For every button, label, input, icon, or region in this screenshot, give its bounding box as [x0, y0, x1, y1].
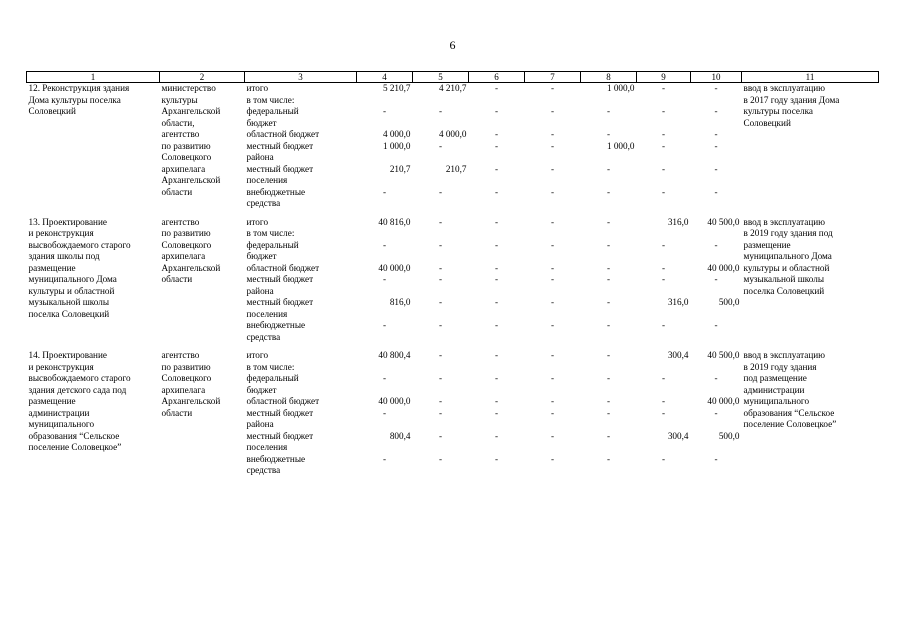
funding-value: -	[714, 140, 718, 151]
funding-value: -	[714, 453, 718, 464]
funding-value: 816,0	[389, 297, 411, 307]
funding-value: -	[550, 216, 555, 227]
funding-source: областной бюджет	[246, 262, 320, 273]
funding-value: -	[438, 186, 443, 197]
funding-value: 210,7	[445, 163, 467, 174]
funding-value: -	[606, 320, 611, 330]
page-number: 6	[449, 38, 456, 52]
column-number: 4	[357, 72, 413, 83]
funding-value: -	[606, 239, 611, 250]
funding-value: -	[550, 129, 555, 139]
funding-value: -	[714, 129, 718, 139]
funding-value: 500,0	[718, 430, 740, 441]
funding-source: в том числе:	[246, 361, 295, 372]
funding-value: -	[438, 373, 443, 383]
funding-value: -	[550, 274, 555, 284]
funding-value: -	[714, 106, 718, 116]
spacer-cell	[27, 210, 879, 217]
column-number: 7	[525, 72, 581, 83]
funding-source: областной бюджет	[246, 396, 320, 406]
funding-value: -	[550, 83, 555, 93]
funding-value: 5 210,7	[382, 83, 411, 93]
spacer-row	[27, 343, 879, 350]
funding-value: -	[382, 407, 387, 418]
funding-source: внебюджетные средства	[246, 320, 306, 342]
funding-value	[691, 228, 742, 240]
funding-value: -	[606, 430, 611, 441]
column-number: 11	[742, 72, 879, 83]
funding-source: в том числе:	[246, 94, 295, 105]
funding-value: 300,4	[667, 430, 689, 441]
funding-value: -	[494, 453, 499, 464]
funding-value: -	[494, 373, 499, 383]
funding-source: местный бюджет района	[246, 274, 314, 296]
funding-value: -	[382, 453, 387, 464]
funding-value: -	[494, 297, 499, 307]
funding-source: областной бюджет	[246, 129, 320, 139]
funding-value: -	[714, 186, 718, 197]
funding-value: -	[494, 430, 499, 441]
funding-value: -	[714, 274, 718, 284]
funding-value	[581, 228, 637, 240]
funding-value: -	[438, 274, 443, 284]
funding-value: -	[382, 274, 387, 284]
funding-value: 40 500,0	[707, 216, 740, 227]
funding-source: итого	[246, 83, 269, 93]
funding-value: -	[661, 262, 666, 273]
funding-value: -	[550, 140, 555, 151]
project-description: 14. Проектирование и реконструкция высвобождаемого старого здания детского сада под размещение администрации муниципального образования “Сельское поселение Соловецкое”	[28, 350, 131, 452]
funding-value	[691, 95, 742, 107]
project-result: ввод в эксплуатацию в 2019 году здания под размещение муниципального Дома культуры и областной музыкальной школы поселка Соловецкий	[743, 216, 833, 296]
funding-value	[469, 95, 525, 107]
funding-value	[637, 228, 691, 240]
funding-value: -	[661, 320, 666, 330]
funding-value: -	[382, 373, 387, 383]
funding-value	[525, 228, 581, 240]
funding-value: -	[550, 407, 555, 418]
funding-value: 40 816,0	[378, 216, 411, 227]
table-body	[27, 83, 879, 477]
funding-value	[357, 362, 413, 374]
funding-value: 1 000,0	[606, 140, 635, 151]
funding-value: -	[494, 216, 499, 227]
funding-value	[357, 95, 413, 107]
funding-value: -	[661, 106, 666, 116]
funding-value: -	[382, 239, 387, 250]
funding-value: -	[714, 83, 718, 93]
funding-value: -	[494, 350, 499, 360]
project-result: ввод в эксплуатацию в 2017 году здания Дома культуры поселка Соловецкий	[743, 83, 840, 128]
funding-value: -	[606, 262, 611, 273]
funding-value: 40 000,0	[378, 396, 411, 406]
funding-source: местный бюджет района	[246, 140, 314, 162]
funding-value: 4 000,0	[382, 129, 411, 139]
project-result: ввод в эксплуатацию в 2019 году здания под размещение администрации муниципального образования “Сельское поселение Соловецкое”	[743, 350, 837, 429]
funding-value: -	[550, 350, 555, 360]
funding-value: -	[661, 239, 666, 250]
funding-value: -	[494, 186, 499, 197]
funding-value: -	[494, 262, 499, 273]
funding-value: -	[550, 163, 555, 174]
funding-source: местный бюджет поселения	[246, 430, 314, 452]
funding-value	[413, 95, 469, 107]
funding-value: -	[606, 297, 611, 307]
funding-value: -	[550, 297, 555, 307]
table-row	[27, 83, 879, 95]
funding-value: -	[661, 83, 666, 93]
funding-value: -	[714, 163, 718, 174]
funding-source: местный бюджет района	[246, 407, 314, 429]
spacer-row	[27, 210, 879, 217]
funding-value: -	[661, 140, 666, 151]
funding-value: -	[438, 106, 443, 116]
funding-value: -	[550, 373, 555, 383]
funding-value: -	[438, 262, 443, 273]
funding-value: 40 500,0	[707, 350, 740, 360]
funding-value: -	[382, 106, 387, 116]
funding-value: -	[438, 453, 443, 464]
funding-value: -	[606, 453, 611, 464]
column-number: 5	[413, 72, 469, 83]
column-number-row	[27, 72, 879, 83]
funding-source: местный бюджет поселения	[246, 297, 314, 319]
funding-value	[637, 95, 691, 107]
funding-value: -	[606, 216, 611, 227]
funding-value: -	[438, 320, 443, 330]
funding-value: -	[661, 186, 666, 197]
funding-value: -	[606, 129, 611, 139]
project-executor: министерство культуры Архангельской области, агентство по развитию Соловецкого архипелага Архангельской области	[161, 83, 221, 197]
funding-value: -	[714, 320, 718, 330]
funding-value: -	[438, 396, 443, 406]
funding-value: -	[550, 186, 555, 197]
funding-value: -	[714, 239, 718, 250]
funding-value: -	[494, 106, 499, 116]
funding-value: -	[494, 396, 499, 406]
funding-value: -	[494, 407, 499, 418]
column-number: 2	[160, 72, 245, 83]
program-table	[26, 71, 879, 477]
funding-value: -	[550, 453, 555, 464]
funding-value: -	[606, 350, 611, 360]
funding-source: федеральный бюджет	[246, 373, 299, 395]
funding-value: -	[550, 430, 555, 441]
funding-value: 316,0	[667, 216, 689, 227]
funding-value: -	[382, 186, 387, 197]
funding-value: -	[438, 216, 443, 227]
project-description: 12. Реконструкция здания Дома культуры поселка Соловецкий	[28, 83, 130, 116]
funding-value	[413, 362, 469, 374]
funding-value: -	[661, 407, 666, 418]
funding-value: -	[550, 106, 555, 116]
column-number: 1	[27, 72, 160, 83]
funding-value: -	[714, 373, 718, 383]
column-number: 9	[637, 72, 691, 83]
funding-value: 316,0	[667, 297, 689, 307]
funding-value: 40 800,4	[378, 350, 411, 360]
funding-source: федеральный бюджет	[246, 106, 299, 128]
funding-value: -	[438, 430, 443, 441]
funding-value: -	[661, 274, 666, 284]
funding-value: -	[494, 274, 499, 284]
funding-value: -	[550, 320, 555, 330]
funding-value: -	[606, 163, 611, 174]
funding-source: федеральный бюджет	[246, 239, 299, 261]
spacer-cell	[27, 343, 879, 350]
funding-value: -	[606, 186, 611, 197]
funding-value	[525, 95, 581, 107]
funding-value: 800,4	[389, 430, 411, 441]
funding-value: -	[661, 373, 666, 383]
project-executor: агентство по развитию Соловецкого архипелага Архангельской области	[161, 216, 221, 284]
funding-value: 40 000,0	[378, 262, 411, 273]
funding-value	[525, 362, 581, 374]
funding-value: -	[550, 239, 555, 250]
funding-value: -	[606, 274, 611, 284]
funding-value	[637, 362, 691, 374]
funding-value: -	[438, 350, 443, 360]
funding-value: -	[550, 396, 555, 406]
funding-source: местный бюджет поселения	[246, 163, 314, 185]
project-executor: агентство по развитию Соловецкого архипелага Архангельской области	[161, 350, 221, 418]
funding-value: -	[438, 239, 443, 250]
funding-value: 500,0	[718, 297, 740, 307]
funding-value	[469, 228, 525, 240]
funding-value: -	[438, 407, 443, 418]
funding-value: 1 000,0	[606, 83, 635, 93]
funding-value: 1 000,0	[382, 140, 411, 151]
funding-source: итого	[246, 350, 269, 360]
funding-value	[357, 228, 413, 240]
funding-value: -	[382, 320, 387, 330]
funding-value: -	[714, 407, 718, 418]
funding-value: -	[661, 163, 666, 174]
funding-value: 40 000,0	[707, 262, 740, 273]
funding-source: внебюджетные средства	[246, 186, 306, 208]
funding-value: -	[438, 140, 443, 151]
column-number: 6	[469, 72, 525, 83]
funding-value: -	[494, 129, 499, 139]
funding-value: -	[438, 297, 443, 307]
funding-value: -	[606, 373, 611, 383]
funding-value: 210,7	[389, 163, 411, 174]
funding-value: 40 000,0	[707, 396, 740, 406]
column-number: 8	[581, 72, 637, 83]
funding-value: 4 000,0	[438, 129, 467, 139]
table-row	[27, 350, 879, 362]
funding-value: -	[606, 396, 611, 406]
funding-value	[581, 95, 637, 107]
funding-value: -	[550, 262, 555, 273]
funding-source: в том числе:	[246, 228, 295, 238]
funding-value	[469, 362, 525, 374]
funding-source: итого	[246, 216, 269, 227]
funding-value: -	[661, 129, 666, 139]
funding-value: -	[606, 407, 611, 418]
funding-value: 4 210,7	[438, 83, 467, 93]
funding-value	[413, 228, 469, 240]
project-description: 13. Проектирование и реконструкция высвобождаемого старого здания школы под размещение муниципального Дома культуры и областной музыкальной школы поселка Соловецкий	[28, 216, 131, 319]
funding-value: -	[494, 320, 499, 330]
funding-value: -	[494, 140, 499, 151]
funding-value: -	[606, 106, 611, 116]
funding-source: внебюджетные средства	[246, 453, 306, 475]
funding-value: 300,4	[667, 350, 689, 360]
funding-value: -	[494, 83, 499, 93]
funding-value: -	[494, 239, 499, 250]
funding-value	[581, 362, 637, 374]
funding-value: -	[661, 396, 666, 406]
column-number: 3	[245, 72, 357, 83]
funding-value: -	[494, 163, 499, 174]
funding-value: -	[661, 453, 666, 464]
funding-value	[691, 362, 742, 374]
table-row	[27, 217, 879, 229]
column-number: 10	[691, 72, 742, 83]
